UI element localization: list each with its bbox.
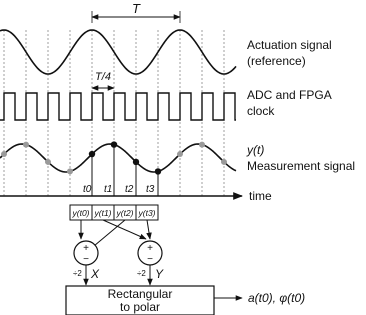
- right-summer-scale: ÷2: [137, 269, 146, 278]
- converter-label-1: Rectangular: [107, 287, 173, 301]
- sample-register: [70, 205, 158, 220]
- right-summer-plus: +: [147, 243, 153, 254]
- measurement-label-1: y(t): [247, 143, 265, 157]
- left-summer-plus: +: [83, 243, 89, 254]
- sample-dot-other: [45, 159, 51, 165]
- adc-clock-wave: [0, 93, 236, 120]
- sample-dot-other: [177, 151, 183, 157]
- sample-time-t1: t1: [104, 184, 113, 195]
- converter-label-2: to polar: [119, 300, 161, 314]
- sample-dot-other: [221, 159, 227, 165]
- period-label: T: [132, 1, 140, 16]
- sample-dot-other: [23, 142, 29, 148]
- time-axis-label: time: [249, 189, 272, 203]
- actuation-signal-wave: [0, 30, 236, 74]
- sample-time-t0: t0: [83, 184, 92, 195]
- right-summer-minus: −: [147, 254, 153, 265]
- output-label: a(t0), φ(t0): [248, 291, 306, 305]
- left-summer: [73, 241, 100, 285]
- sample-value-1: y(t1): [94, 208, 112, 218]
- right-summer: [137, 241, 164, 285]
- sample-value-2: y(t2): [116, 208, 134, 218]
- sample-dot-other: [199, 142, 205, 148]
- sample-value-0: y(t0): [72, 208, 90, 218]
- left-summer-scale: ÷2: [73, 269, 82, 278]
- clock-label-2: clock: [247, 104, 275, 118]
- sample-dot-other: [1, 151, 7, 157]
- left-summer-output: X: [91, 267, 100, 281]
- actuation-label-2: (reference): [247, 54, 306, 68]
- sample-time-t3: t3: [146, 184, 155, 195]
- sample-value-3: y(t3): [138, 208, 156, 218]
- sample-time-t2: t2: [125, 184, 134, 195]
- clock-label-1: ADC and FPGA: [247, 88, 332, 102]
- measurement-label-2: Measurement signal: [247, 159, 356, 173]
- right-summer-output: Y: [155, 267, 164, 281]
- quarter-period-label: T/4: [95, 71, 111, 83]
- sample-dot-other: [67, 168, 73, 174]
- left-summer-minus: −: [83, 254, 89, 265]
- measurement-signal-wave: [0, 144, 236, 172]
- actuation-label-1: Actuation signal: [247, 38, 332, 52]
